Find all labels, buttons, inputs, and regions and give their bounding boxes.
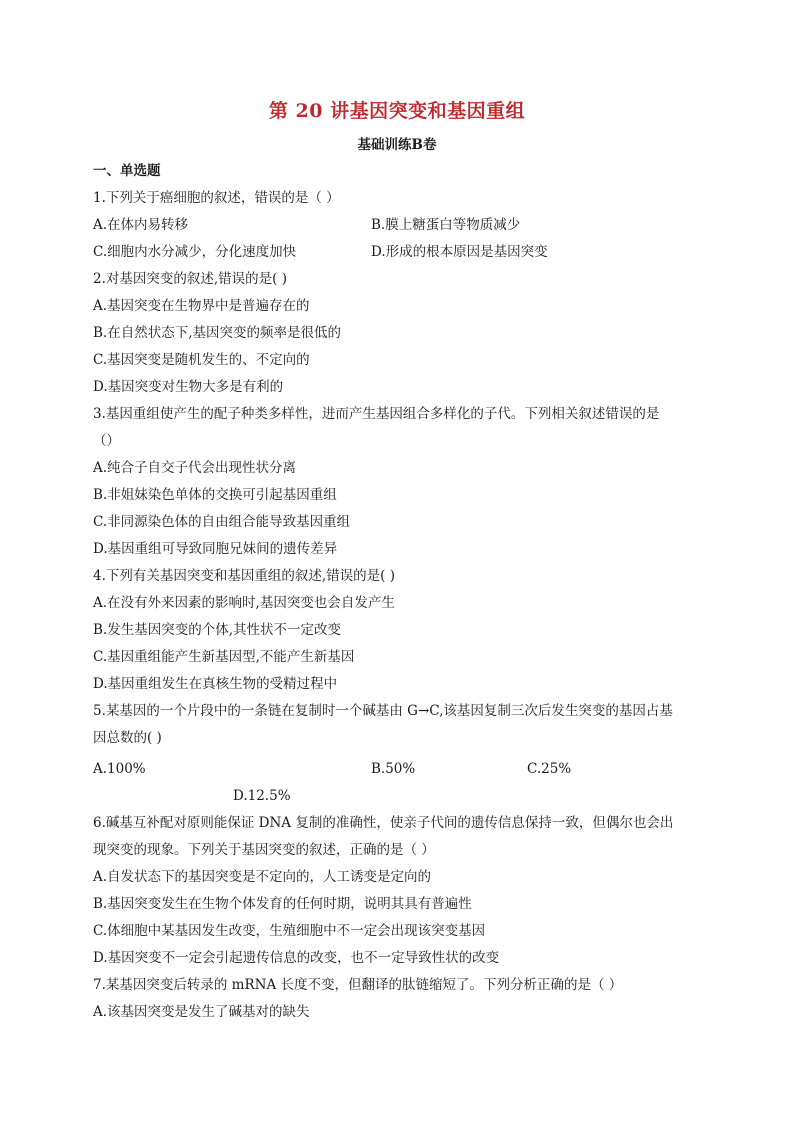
page-title: 第 20 讲基因突变和基因重组 [268,100,526,122]
question-5-option-b: B.50% [371,761,416,777]
question-3-option-a: A.纯合子自交子代会出现性状分离 [93,460,297,476]
question-6-option-c: C.体细胞中某基因发生改变，生殖细胞中不一定会出现该突变基因 [93,923,486,939]
question-2-option-d: D.基因突变对生物大多是有利的 [93,379,284,395]
question-2-option-a: A.基因突变在生物界中是普遍存在的 [93,298,310,314]
question-3-stem-line-2: （） [93,433,120,449]
question-3-option-c: C.非同源染色体的自由组合能导致基因重组 [93,514,351,530]
question-4-option-c: C.基因重组能产生新基因型,不能产生新基因 [93,649,355,665]
question-3-option-d: D.基因重组可导致同胞兄妹间的遗传差异 [93,541,338,557]
question-6-stem-line-1: 6.碱基互补配对原则能保证 DNA 复制的准确性，使亲子代间的遗传信息保持一致，但偶尔也会出 [93,815,674,831]
question-2-option-c: C.基因突变是随机发生的、不定向的 [93,352,310,368]
question-6-option-a: A.自发状态下的基因突变是不定向的，人工诱变是定向的 [93,869,432,885]
question-1-option-d: D.形成的根本原因是基因突变 [371,244,548,260]
question-6-stem-line-2: 现突变的现象。下列关于基因突变的叙述，正确的是（ ） [93,842,435,858]
question-1-option-b: B.膜上糖蛋白等物质减少 [371,217,521,233]
question-3-option-b: B.非姐妹染色单体的交换可引起基因重组 [93,487,337,503]
question-7-option-a: A.该基因突变是发生了碱基对的缺失 [93,1004,310,1020]
question-5-option-d: D.12.5% [233,788,291,804]
question-3-stem-line-1: 3.基因重组使产生的配子种类多样性，进而产生基因组合多样化的子代。下列相关叙述错误的是 [93,406,660,422]
section-heading: 一、单选题 [93,163,161,179]
page-subtitle: 基础训练B卷 [357,137,437,153]
question-5-option-c: C.25% [527,761,572,777]
question-1-stem: 1.下列关于癌细胞的叙述，错误的是（ ） [93,190,340,206]
question-2-stem: 2.对基因突变的叙述,错误的是( ) [93,271,287,287]
question-5-stem-line-2: 因总数的( ) [93,730,162,746]
question-6-option-d: D.基因突变不一定会引起遗传信息的改变，也不一定导致性状的改变 [93,950,500,966]
question-6-option-b: B.基因突变发生在生物个体发育的任何时期，说明其具有普遍性 [93,896,472,912]
question-1-option-a: A.在体内易转移 [93,217,189,233]
question-4-option-d: D.基因重组发生在真核生物的受精过程中 [93,676,338,692]
question-2-option-b: B.在自然状态下,基因突变的频率是很低的 [93,325,342,341]
question-4-option-a: A.在没有外来因素的影响时,基因突变也会自发产生 [93,595,395,611]
question-7-stem: 7.某基因突变后转录的 mRNA 长度不变，但翻译的肽链缩短了。下列分析正确的是（ ） [93,977,623,993]
question-5-option-a: A.100% [93,761,146,777]
question-4-option-b: B.发生基因突变的个体,其性状不一定改变 [93,622,342,638]
question-1-option-c: C.细胞内水分减少，分化速度加快 [93,244,297,260]
question-4-stem: 4.下列有关基因突变和基因重组的叙述,错误的是( ) [93,568,395,584]
question-5-stem-line-1: 5.某基因的一个片段中的一条链在复制时一个碱基由 G→C,该基因复制三次后发生突变的基因占基 [93,703,673,719]
